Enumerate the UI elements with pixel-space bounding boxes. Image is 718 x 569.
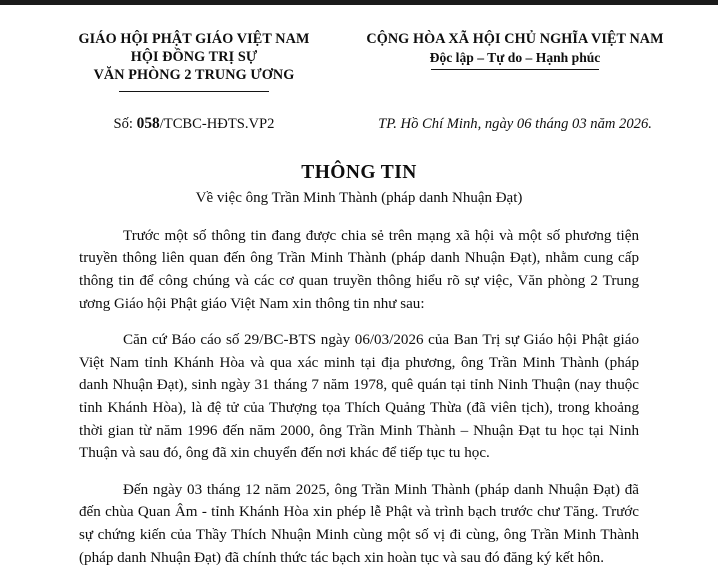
national-title: CỘNG HÒA XÃ HỘI CHỦ NGHĨA VIỆT NAM [366, 31, 664, 47]
document-reference-number [46, 115, 342, 133]
national-motto-underline [431, 69, 599, 70]
issuing-organization-block [46, 31, 342, 92]
document-header [0, 5, 718, 92]
body-paragraph-2: Căn cứ Báo cáo số 29/BC-BTS ngày 06/03/2026 của Ban Trị sự Giáo hội Phật giáo Việt Nam tỉnh Khánh Hòa và qua xác minh tại địa phương, ông Trần Minh Thành (pháp danh Nhuận Đạt), sinh ngày 31 tháng 7 năm 1978, quê quán tại tỉnh Ninh Thuận (nay thuộc tỉnh Khánh Hòa), là đệ tử của Thượng tọa Thích Quảng Thừa (đã viên tịch), trong khoảng thời gian từ năm 1996 đến năm 2000, ông Trần Minh Thành – Nhuận Đạt tu học tại Ninh Thuận và sau đó, ông đã xin chuyển đến nơi khác để tiếp tục tu học. [79, 332, 639, 462]
organization-line-3: VĂN PHÒNG 2 TRUNG ƯƠNG [93, 67, 295, 83]
national-heading-block [350, 31, 680, 70]
reference-and-date-row [0, 115, 718, 133]
body-paragraph-3: Đến ngày 03 tháng 12 năm 2025, ông Trần Minh Thành (pháp danh Nhuận Đạt) đã đến chùa Quan Âm - tỉnh Khánh Hòa xin phép lễ Phật và trình bạch trước chư Tăng. Trước sự chứng kiến của Thầy Thích Nhuận Minh cùng một số vị đi cùng, ông Trần Minh Thành (pháp danh Nhuận Đạt) đã chính thức tác bạch xin hoàn tục và sau đó đăng ký kết hôn. [79, 481, 639, 566]
reference-prefix: Số: [113, 115, 133, 132]
place-and-date: TP. Hồ Chí Minh, ngày 06 tháng 03 năm 2026. [378, 115, 652, 132]
organization-underline [119, 91, 269, 92]
organization-line-1: GIÁO HỘI PHẬT GIÁO VIỆT NAM [78, 31, 310, 47]
document-body [79, 225, 639, 569]
page-title: THÔNG TIN [301, 161, 417, 183]
reference-suffix: /TCBC-HĐTS.VP2 [159, 115, 275, 132]
reference-number-value: 058 [136, 114, 160, 132]
document-page [0, 5, 718, 566]
national-motto: Độc lập – Tự do – Hạnh phúc [429, 49, 601, 65]
organization-line-2: HỘI ĐỒNG TRỊ SỰ [130, 48, 258, 65]
title-block [0, 161, 718, 209]
page-subtitle: Về việc ông Trần Minh Thành (pháp danh Nhuận Đạt) [195, 189, 523, 206]
body-paragraph-1: Trước một số thông tin đang được chia sẻ trên mạng xã hội và một số phương tiện truyền thông liên quan đến ông Trần Minh Thành (pháp danh Nhuận Đạt), nhằm cung cấp thông tin để công chúng và các cơ quan truyền thông hiểu rõ sự việc, Văn phòng 2 Trung ương Giáo hội Phật giáo Việt Nam xin thông tin như sau: [79, 227, 639, 312]
